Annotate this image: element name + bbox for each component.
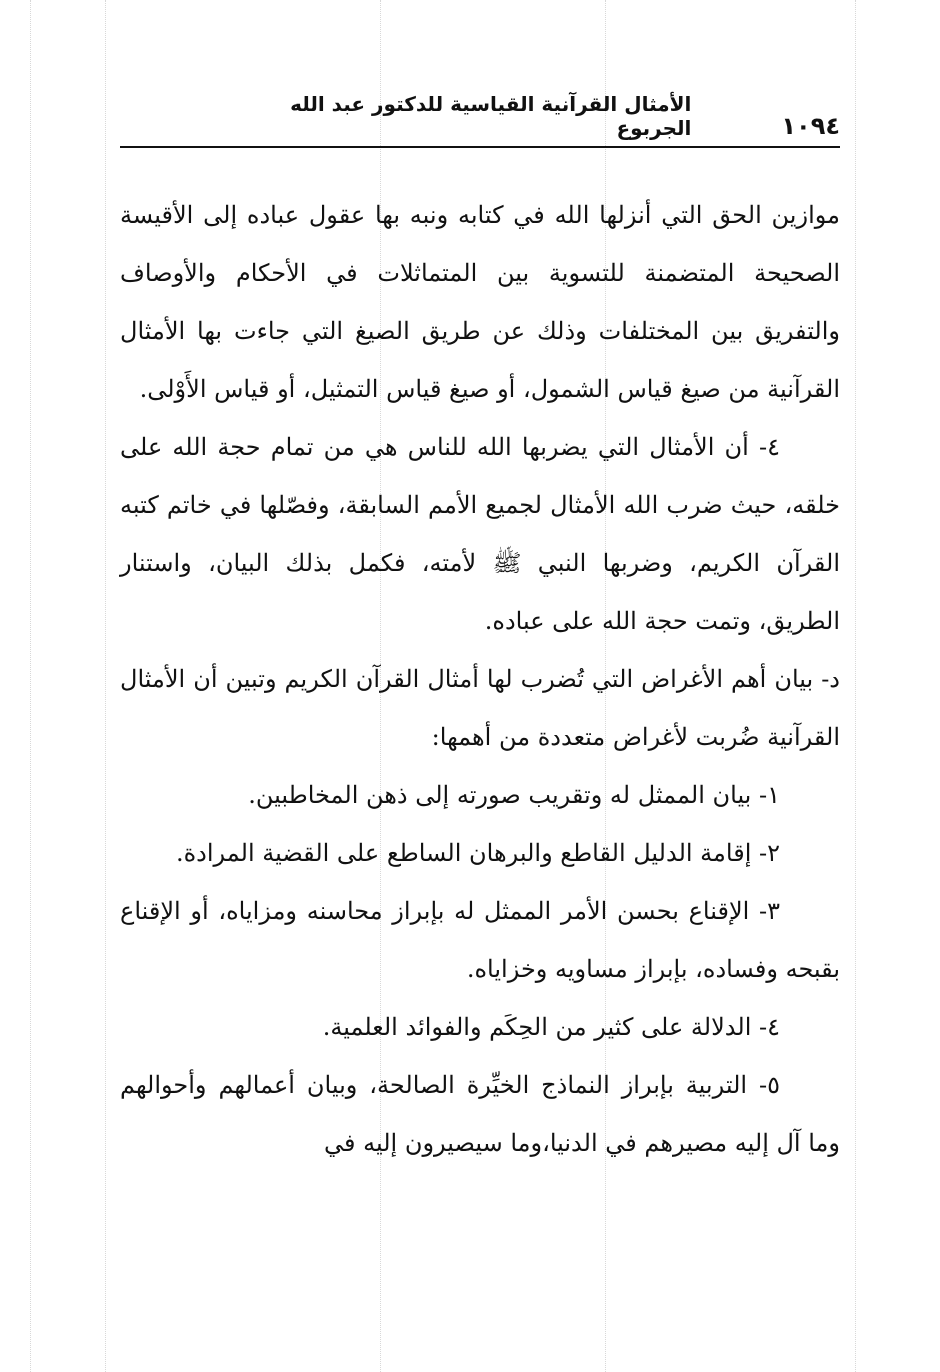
page-number: ١٠٩٤ <box>781 112 840 140</box>
page-header <box>120 92 840 148</box>
running-title: الأمثال القرآنية القياسية للدكتور عبد الله الجربوع <box>290 92 692 140</box>
section-heading: د- بيان أهم الأغراض التي تُضرب لها أمثال القرآن الكريم وتبين أن الأمثال القرآنية ضُربت لأغراض متعددة من أهمها: <box>120 665 840 751</box>
scan-artifact-line <box>30 0 31 1372</box>
paragraph: ٤- أن الأمثال التي يضربها الله للناس هي من تمام حجة الله على خلقه، حيث ضرب الله الأمثال لجميع الأمم السابقة، وفصّلها في خاتم كتبه القرآن الكريم، وضربها النبي ﷺ لأمته، فكمل بذلك البيان، واستنار الطريق، وتمت حجة الله على عباده. <box>120 433 840 635</box>
body-text <box>120 186 840 1172</box>
paragraph: موازين الحق التي أنزلها الله في كتابه ونبه بها عقول عباده إلى الأقيسة الصحيحة المتضمنة للتسوية بين المتماثلات في الأحكام والأوصاف والتفريق بين المختلفات وذلك عن طريق الصيغ التي جاءت بها الأمثال القرآنية من صيغ قياس الشمول، أو صيغ قياس التمثيل، أو قياس الأَوْلى. <box>120 201 840 403</box>
list-item: ٥- التربية بإبراز النماذج الخيِّرة الصالحة، وبيان أعمالهم وأحوالهم وما آل إليه مصيرهم في الدنيا،وما سيصيرون إليه في <box>120 1071 840 1157</box>
list-item: ١- بيان الممثل له وتقريب صورته إلى ذهن المخاطبين. <box>248 781 780 809</box>
scan-artifact-line <box>855 0 856 1372</box>
list-item: ٢- إقامة الدليل القاطع والبرهان الساطع على القضية المرادة. <box>175 839 780 867</box>
list-item: ٣- الإقناع بحسن الأمر الممثل له بإبراز محاسنه ومزاياه، أو الإقناع بقبحه وفساده، بإبراز مساويه وخزاياه. <box>120 897 840 983</box>
list-item: ٤- الدلالة على كثير من الحِكَم والفوائد العلمية. <box>322 1013 780 1041</box>
scan-artifact-line <box>105 0 106 1372</box>
book-page <box>120 92 840 1340</box>
